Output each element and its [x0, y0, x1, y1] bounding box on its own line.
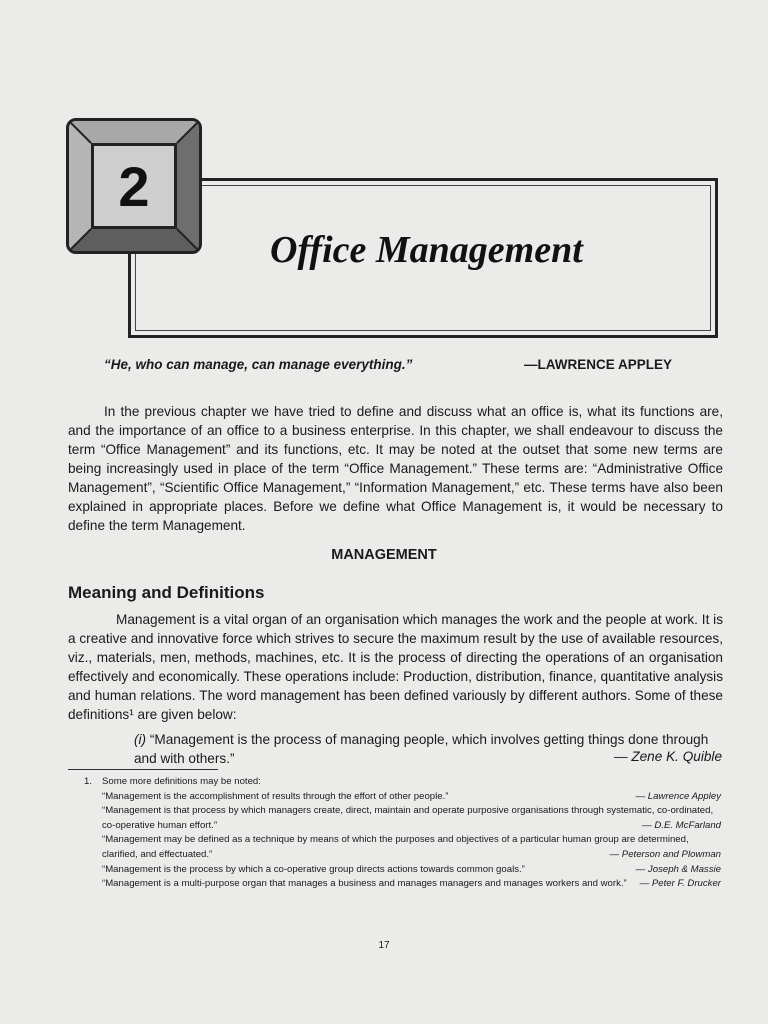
body-paragraph-text: Management is a vital organ of an organisation which manages the work and the people at work. It is a creative and innovative force which strives to secure the maximum result by the use of available resources, viz., materials, men, methods, machines, etc. It is the process of directing the operations of an organisation effectively and economically. These operations include: Production, distribution, finance, quantitative analysis and human relations. The word management has been defined variously by different authors. Some of these definitions¹ are given below:: [68, 612, 723, 722]
footnote-author: — Peterson and Plowman: [609, 848, 721, 860]
footnote-text: “Management is that process by which managers create, direct, maintain and operate purposive organisations through systematic, co-ordinated, co-operative human effort.”: [102, 805, 714, 831]
footnote-item: [84, 833, 721, 862]
epigraph-quote: “He, who can manage, can manage everything.”: [104, 357, 413, 372]
definition-attribution: — Zene K. Quible: [613, 749, 722, 764]
chapter-title: Office Management: [270, 229, 583, 271]
intro-paragraph-text: In the previous chapter we have tried to define and discuss what an office is, what its functions are, and the importance of an office to a business enterprise. In this chapter, we shall endeavour to discuss the term “Office Management” and its functions, etc. It may be noted at the outset that some new terms are being increasingly used in place of the term “Office Management.” These terms are: “Administrative Office Management”, “Scientific Office Management,” “Information Management,” etc. These terms have also been explained in appropriate places. Before we define what Office Management is, it would be necessary to define the term Management.: [68, 404, 723, 533]
footnote-author: — Peter F. Drucker: [639, 878, 721, 890]
page-number: 17: [378, 940, 390, 951]
footnote-text: “Management is a multi-purpose organ that manages a business and manages managers and manages workers and work.”: [102, 878, 627, 890]
footnote-text: “Management is the process by which a co-operative group directs actions towards common goals.”: [102, 863, 525, 875]
footnote-author: — D.E. McFarland: [642, 819, 721, 831]
chapter-number: 2: [91, 143, 177, 229]
chapter-number-badge: [66, 118, 202, 254]
section-heading: MANAGEMENT: [331, 547, 437, 563]
definition-text: “Management is the process of managing people, which involves getting things done through and with others.”: [134, 732, 709, 766]
footnote-item: [84, 863, 721, 878]
footnote-divider: [68, 769, 218, 770]
footnote-number: 1.: [84, 776, 93, 787]
footnote-header: [84, 775, 721, 790]
epigraph-author: —LAWRENCE APPLEY: [524, 357, 673, 372]
footnote-item: [84, 790, 721, 805]
footnote-author: — Lawrence Appley: [635, 790, 721, 802]
footnotes: [84, 775, 721, 892]
intro-paragraph: [68, 402, 723, 535]
definition-number: (i): [134, 732, 147, 747]
footnote-item: [84, 877, 721, 892]
footnote-text: “Management is the accomplishment of results through the effort of other people.”: [102, 790, 449, 802]
body-paragraph: [68, 610, 723, 724]
footnote-text: “Management may be defined as a technique by means of which the purposes and objectives of a particular human group are determined, clarified, and effectuated.”: [102, 834, 689, 860]
footnote-intro: Some more definitions may be noted:: [102, 776, 261, 787]
footnote-author: — Joseph & Massie: [635, 863, 721, 875]
footnote-item: [84, 804, 721, 833]
sub-heading: Meaning and Definitions: [68, 583, 265, 602]
